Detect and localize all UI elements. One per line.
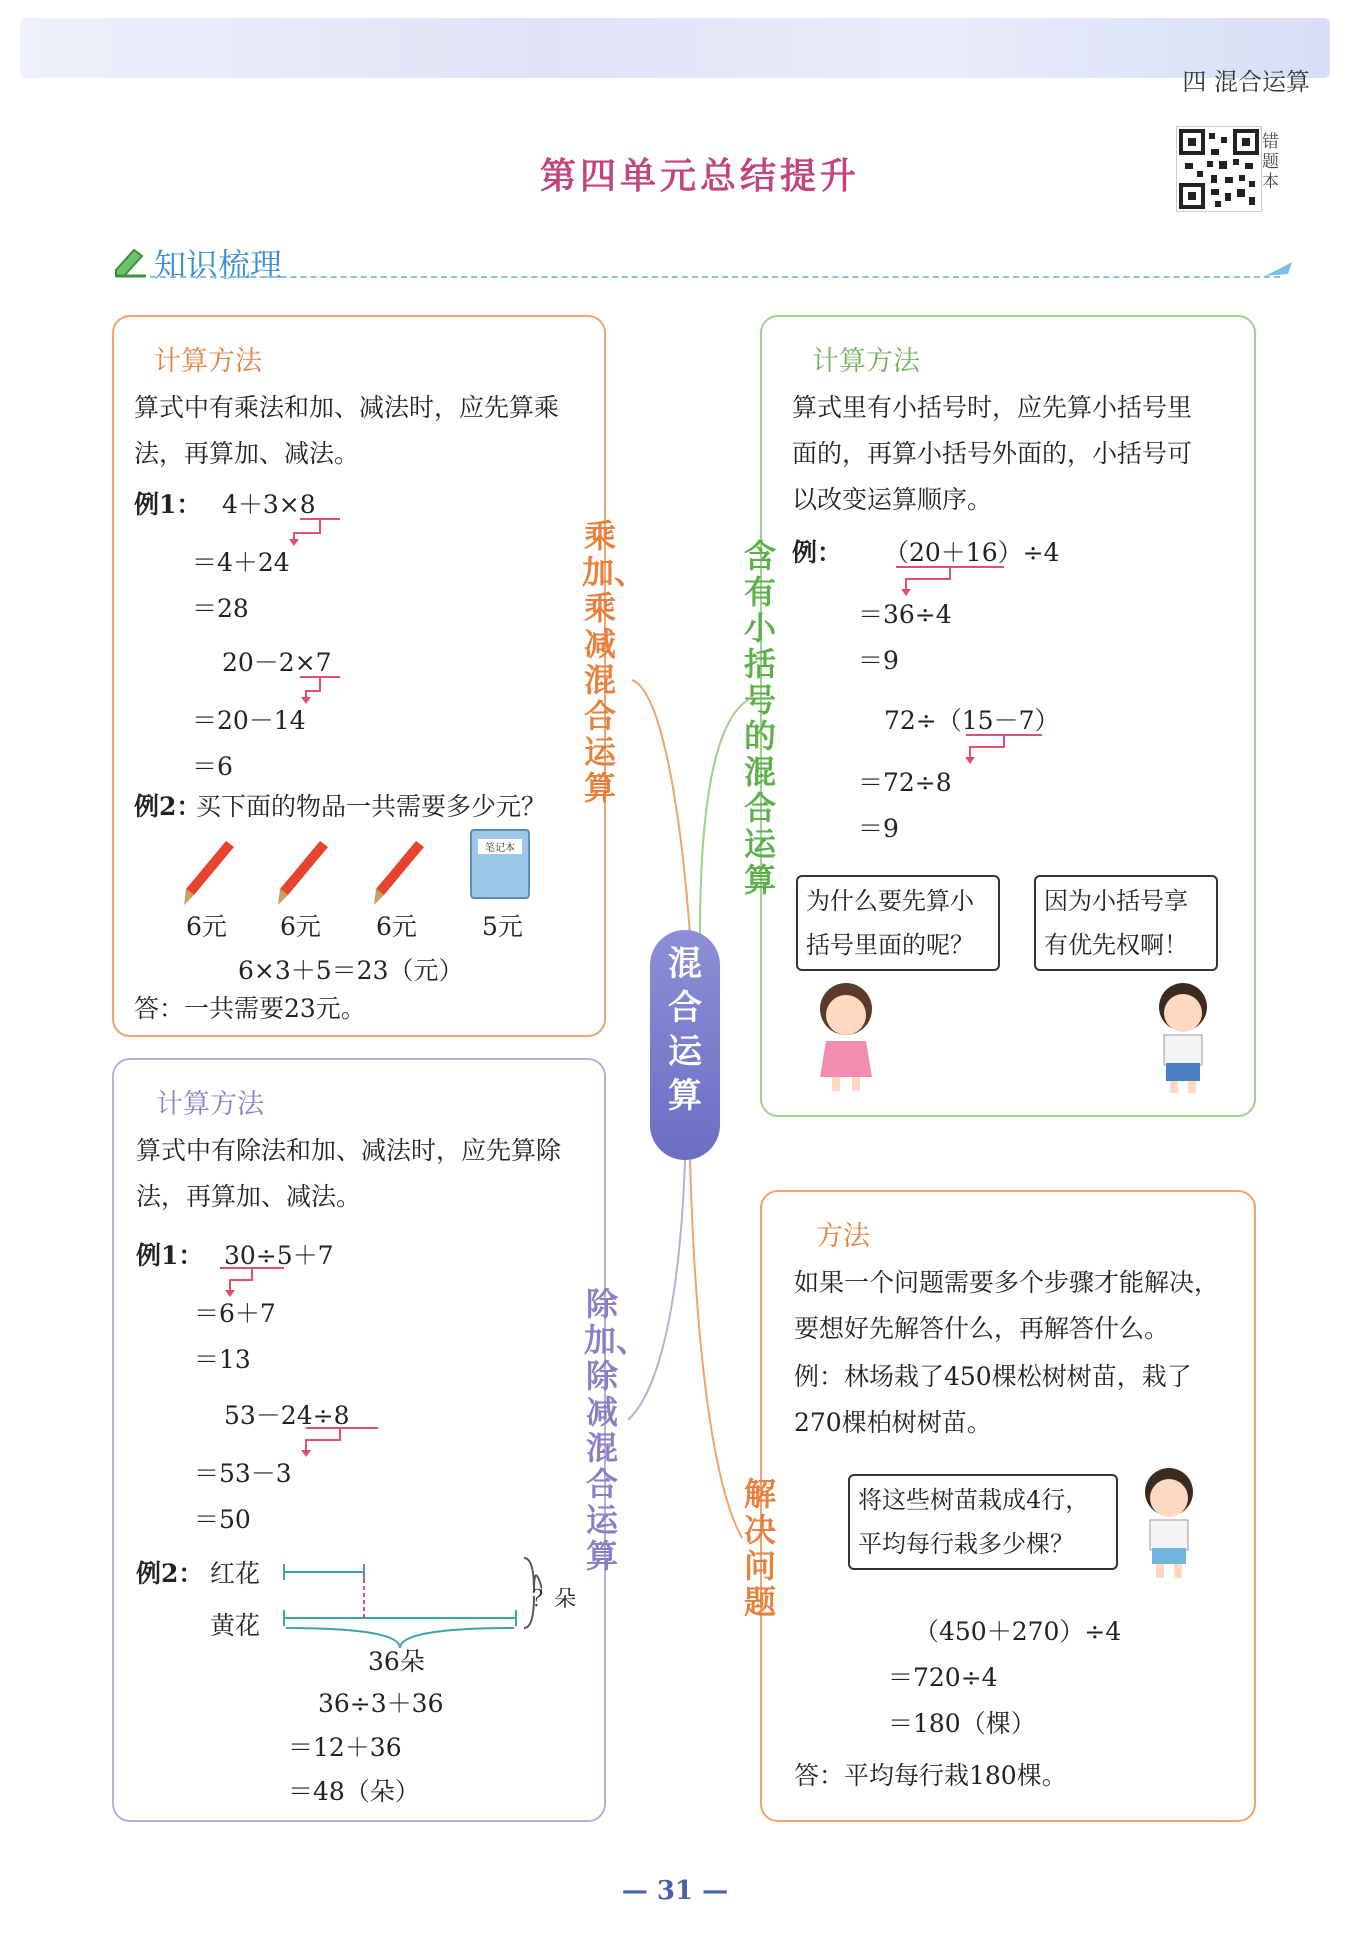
box-heading: 计算方法 bbox=[156, 1089, 264, 1120]
example-text: 例：林场栽了450棵松树树苗，栽了 bbox=[794, 1362, 1192, 1391]
calc-step: 30÷5＋7 bbox=[224, 1241, 334, 1270]
calc-step: 36÷3＋36 bbox=[318, 1689, 444, 1718]
branch-label-division: 除加、除减混合运算 bbox=[584, 1285, 649, 1575]
example-label: 例2： bbox=[136, 1559, 204, 1588]
red-flower-label: 红花 bbox=[210, 1559, 261, 1588]
rule-line: 法，再算加、减法。 bbox=[136, 1182, 362, 1211]
yellow-flower-label: 黄花 bbox=[210, 1611, 261, 1640]
rule-line: 算式中有除法和加、减法时，应先算除 bbox=[136, 1136, 562, 1165]
pen-icon bbox=[270, 837, 330, 909]
box-heading: 计算方法 bbox=[154, 346, 262, 377]
boy-illustration bbox=[1148, 977, 1218, 1095]
box-division bbox=[112, 1058, 606, 1822]
boy-illustration bbox=[1134, 1462, 1204, 1582]
calc-step: ＝72÷8 bbox=[858, 768, 952, 797]
box-multiplication bbox=[112, 315, 606, 1037]
price-label: 6元 bbox=[376, 912, 417, 941]
page-title: 第四单元总结提升 bbox=[539, 156, 860, 197]
calc-step: ＝9 bbox=[858, 646, 899, 675]
section-title: 知识梳理 bbox=[154, 246, 283, 284]
total-label: 36朵 bbox=[368, 1647, 425, 1676]
calc-step: ＝6 bbox=[192, 752, 233, 781]
calc-step: ＝13 bbox=[194, 1345, 251, 1374]
calc-arrow bbox=[962, 733, 1052, 767]
example-question: 买下面的物品一共需要多少元？ bbox=[196, 792, 547, 821]
equation: 6×3＋5＝23（元） bbox=[238, 956, 464, 985]
calc-step: ＝53－3 bbox=[194, 1459, 292, 1488]
rule-line: 算式中有乘法和加、减法时，应先算乘 bbox=[134, 393, 560, 422]
calc-step: ＝50 bbox=[194, 1505, 251, 1534]
calc-arrow bbox=[892, 565, 1012, 599]
qr-side-label: 错题本 bbox=[1262, 132, 1279, 192]
pen-icon bbox=[176, 837, 236, 909]
question-label: ？朵 bbox=[532, 1587, 577, 1612]
calc-step: ＝720÷4 bbox=[888, 1663, 998, 1692]
speech-bubble-boy: 将这些树苗栽成4行， 平均每行栽多少棵？ bbox=[848, 1474, 1118, 1570]
price-label: 6元 bbox=[186, 912, 227, 941]
calc-step: ＝6＋7 bbox=[194, 1299, 276, 1328]
box-problem-solving bbox=[760, 1190, 1256, 1822]
page-number: — 31 — bbox=[621, 1876, 729, 1906]
calc-step: ＝9 bbox=[858, 814, 899, 843]
center-topic: 混合运算 bbox=[650, 930, 720, 1160]
calc-step: ＝36÷4 bbox=[858, 600, 952, 629]
girl-illustration bbox=[806, 977, 886, 1095]
branch-label-parentheses: 含有小括号的混合运算 bbox=[743, 537, 776, 899]
calc-step: （20＋16）÷4 bbox=[884, 538, 1060, 567]
box-parentheses bbox=[760, 315, 1256, 1117]
calc-step: 72÷（15－7） bbox=[884, 706, 1060, 735]
branch-label-problem-solving: 解决问题 bbox=[743, 1475, 776, 1621]
calc-step: ＝180（棵） bbox=[888, 1709, 1036, 1738]
unit-label: 四 混合运算 bbox=[1182, 68, 1310, 96]
price-label: 5元 bbox=[482, 912, 523, 941]
calc-step: ＝48（朵） bbox=[288, 1777, 420, 1806]
rule-line: 如果一个问题需要多个步骤才能解决， bbox=[794, 1268, 1220, 1297]
calc-step: （450＋270）÷4 bbox=[914, 1617, 1122, 1646]
calc-step: 53－24÷8 bbox=[224, 1401, 350, 1430]
example-label: 例1： bbox=[136, 1241, 204, 1270]
calc-step: 20－2×7 bbox=[222, 648, 332, 677]
example-label: 例1： bbox=[134, 490, 202, 519]
example-label: 例： bbox=[792, 538, 843, 567]
price-label: 6元 bbox=[280, 912, 321, 941]
branch-label-multiply: 乘加、乘减混合运算 bbox=[582, 517, 647, 807]
rule-line: 法，再算加、减法。 bbox=[134, 439, 360, 468]
rule-line: 算式里有小括号时，应先算小括号里 bbox=[792, 393, 1193, 422]
rule-line: 以改变运算顺序。 bbox=[792, 485, 993, 514]
rule-line: 要想好先解答什么，再解答什么。 bbox=[794, 1314, 1170, 1343]
calc-step: ＝28 bbox=[192, 594, 249, 623]
rule-line: 面的，再算小括号外面的，小括号可 bbox=[792, 439, 1193, 468]
calc-step: 4＋3×8 bbox=[222, 490, 316, 519]
calc-step: ＝4＋24 bbox=[192, 548, 290, 577]
answer: 答：一共需要23元。 bbox=[134, 994, 366, 1023]
answer: 答：平均每行栽180棵。 bbox=[794, 1761, 1067, 1790]
notebook-icon: 笔记本 bbox=[470, 829, 530, 899]
example-text: 270棵柏树树苗。 bbox=[794, 1408, 992, 1437]
calc-arrow bbox=[284, 1426, 384, 1460]
speech-bubble-boy: 因为小括号享 有优先权啊！ bbox=[1034, 875, 1218, 971]
box-heading: 计算方法 bbox=[812, 346, 920, 377]
box-heading: 方法 bbox=[816, 1221, 870, 1252]
speech-bubble-girl: 为什么要先算小 括号里面的呢？ bbox=[796, 875, 1000, 971]
calc-step: ＝12＋36 bbox=[288, 1733, 402, 1762]
pen-icon bbox=[366, 837, 426, 909]
calc-step: ＝20－14 bbox=[192, 706, 306, 735]
example-label: 例2： bbox=[134, 792, 202, 821]
